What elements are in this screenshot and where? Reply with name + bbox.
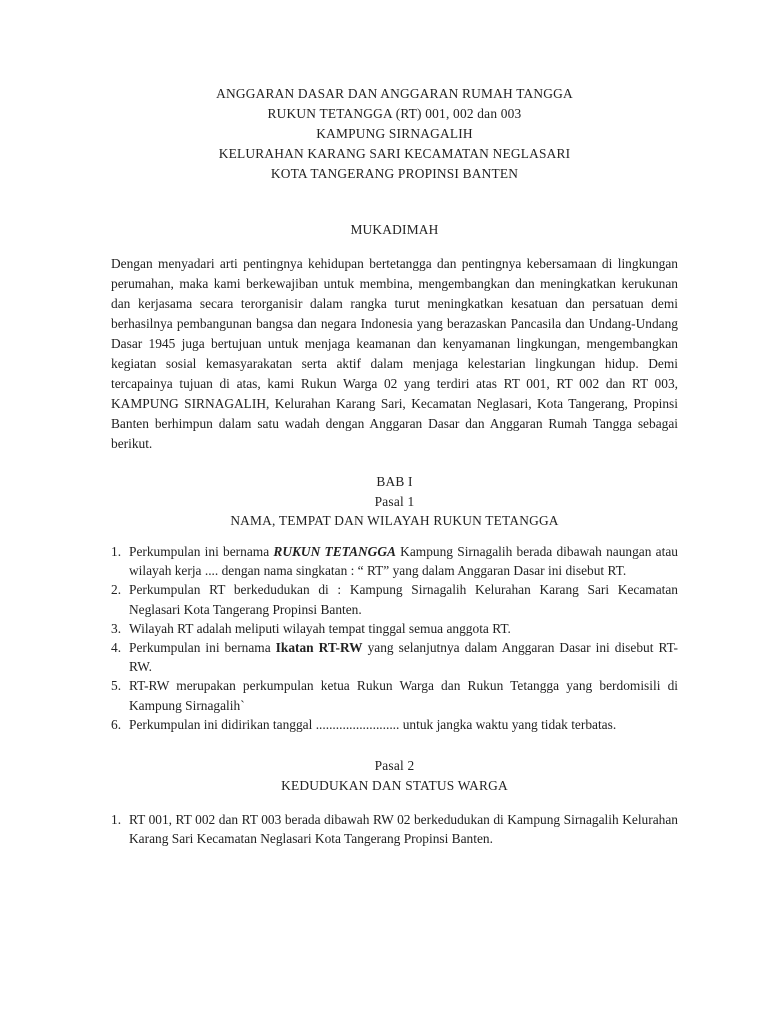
item-text: Kampung Sirnagalih berada dibawah naungan atau wilayah kerja .... dengan nama singkatan : “ RT” yang dalam Anggaran Dasar ini disebut RT. bbox=[129, 544, 678, 579]
item-number: 1. bbox=[111, 812, 122, 828]
title-line: ANGGARAN DASAR DAN ANGGARAN RUMAH TANGGA bbox=[216, 86, 573, 101]
item-text: RT 001, RT 002 dan RT 003 berada dibawah RW 02 berkedudukan di Kampung Sirnagalih Kelurahan Karang Sari Kecamatan Neglasari Kota Tangerang Propinsi Banten. bbox=[129, 812, 678, 847]
item-bold-text: Ikatan RT-RW bbox=[275, 640, 363, 656]
item-number: 3. bbox=[111, 620, 122, 636]
pasal-2-heading: Pasal 2 bbox=[374, 758, 415, 774]
item-number: 5. bbox=[111, 678, 122, 694]
list-item bbox=[111, 810, 678, 848]
item-text: Perkumpulan ini didirikan tanggal ......................... untuk jangka waktu yang tidak terbatas. bbox=[129, 716, 617, 732]
list-item bbox=[111, 676, 678, 714]
title-line: RUKUN TETANGGA (RT) 001, 002 dan 003 bbox=[267, 106, 522, 121]
list-item bbox=[111, 638, 678, 676]
mukadimah-paragraph: Dengan menyadari arti pentingnya kehidupan bertetangga dan pentingnya kebersamaan di lingkungan perumahan, maka kami berkewajiban untuk membina, mengembangkan dan meningkatkan kerukunan dan kerjasama secara terorganisir dalam rangka turut meningkatkan kesatuan dan persatuan demi berhasilnya pembangunan bangsa dan negara Indonesia yang berazaskan Pancasila dan Undang-Undang Dasar 1945 juga bertujuan untuk menjaga keamanan dan kenyamanan lingkungan, mengembangkan kegiatan sosial kemasyarakatan serta aktif dalam menjaga kelestarian lingkungan hidup. Demi tercapainya tujuan di atas, kami Rukun Warga 02 yang terdiri atas RT 001, RT 002 dan RT 003, KAMPUNG SIRNAGALIH, Kelurahan Karang Sari, Kecamatan Neglasari, Kota Tangerang, Propinsi Banten berhimpun dalam satu wadah dengan Anggaran Dasar dan Anggaran Rumah Tangga sebagai berikut. bbox=[111, 256, 678, 451]
list-item bbox=[111, 580, 678, 618]
pasal-2-list bbox=[111, 810, 678, 848]
title-line: KOTA TANGERANG PROPINSI BANTEN bbox=[270, 166, 519, 181]
bab-heading: BAB I bbox=[376, 474, 413, 489]
mukadimah-heading: MUKADIMAH bbox=[350, 222, 439, 237]
item-text: RT-RW merupakan perkumpulan ketua Rukun Warga dan Rukun Tetangga yang berdomisili di Kampung Sirnagalih` bbox=[129, 678, 678, 713]
item-text: Perkumpulan RT berkedudukan di : Kampung Sirnagalih Kelurahan Karang Sari Kecamatan Neglasari Kota Tangerang Propinsi Banten. bbox=[129, 582, 678, 617]
pasal-1-title: NAMA, TEMPAT DAN WILAYAH RUKUN TETANGGA bbox=[230, 513, 559, 528]
item-number: 2. bbox=[111, 582, 122, 598]
list-item bbox=[111, 619, 678, 638]
item-text: Perkumpulan ini bernama bbox=[129, 544, 274, 559]
pasal-1-heading: Pasal 1 bbox=[374, 494, 415, 509]
item-text: yang selanjutnya dalam Anggaran Dasar ini disebut RT-RW. bbox=[129, 640, 678, 675]
item-number: 6. bbox=[111, 716, 122, 732]
list-item bbox=[111, 715, 678, 734]
list-item bbox=[111, 542, 678, 580]
pasal-1-list bbox=[111, 542, 678, 734]
item-text: Perkumpulan ini bernama bbox=[129, 640, 276, 656]
item-number: 4. bbox=[111, 640, 122, 656]
item-number: 1. bbox=[111, 544, 122, 559]
item-bold-text: RUKUN TETANGGA bbox=[273, 544, 396, 559]
title-line: KAMPUNG SIRNAGALIH bbox=[316, 126, 473, 141]
title-line: KELURAHAN KARANG SARI KECAMATAN NEGLASARI bbox=[218, 146, 571, 161]
item-text: Wilayah RT adalah meliputi wilayah tempat tinggal semua anggota RT. bbox=[129, 620, 511, 636]
document-title bbox=[111, 84, 678, 184]
pasal-2-title: KEDUDUKAN DAN STATUS WARGA bbox=[281, 778, 508, 794]
